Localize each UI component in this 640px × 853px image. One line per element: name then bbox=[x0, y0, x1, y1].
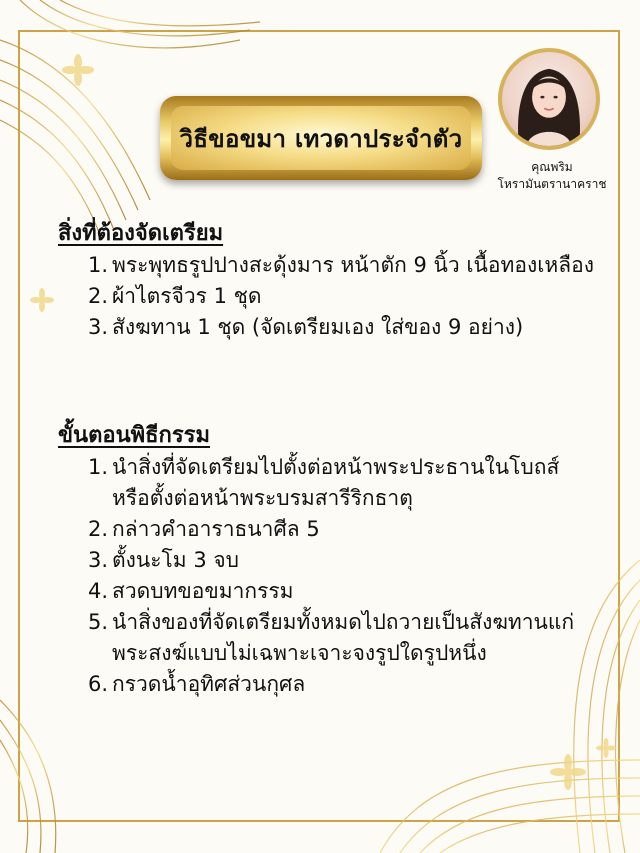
item-text: สังฆทาน 1 ชุด (จัดเตรียมเอง ใส่ของ 9 อย่าง) bbox=[112, 315, 524, 339]
item-number: 6. bbox=[87, 672, 108, 696]
item-number: 2. bbox=[87, 517, 108, 541]
item-number: 5. bbox=[87, 610, 108, 634]
item-text: ตั้งนะโม 3 จบ bbox=[112, 548, 239, 572]
item-text: สวดบทขอขมากรรม bbox=[112, 579, 294, 603]
list-item bbox=[58, 514, 598, 545]
item-text: กล่าวคำอาราธนาศีล 5 bbox=[112, 517, 320, 541]
author-caption bbox=[478, 159, 626, 193]
list-item bbox=[58, 250, 598, 281]
prepare-list bbox=[58, 250, 598, 343]
ritual-section bbox=[58, 420, 598, 700]
item-text: นำสิ่งที่จัดเตรียมไปตั้งต่อหน้าพระประธานในโบถส์ หรือตั้งต่อหน้าพระบรมสารีริกธาตุ bbox=[112, 455, 560, 510]
portrait-icon bbox=[502, 52, 596, 146]
author-name: คุณพริม bbox=[531, 160, 573, 174]
item-number: 2. bbox=[87, 284, 108, 308]
list-item bbox=[58, 312, 598, 343]
ritual-heading: ขั้นตอนพิธีกรรม bbox=[58, 423, 211, 448]
title-banner bbox=[160, 96, 482, 180]
list-item bbox=[58, 607, 598, 669]
item-number: 1. bbox=[87, 253, 108, 277]
prepare-heading: สิ่งที่ต้องจัดเตรียม bbox=[58, 221, 224, 246]
item-text: กรวดน้ำอุทิศส่วนกุศล bbox=[112, 672, 306, 696]
prepare-section bbox=[58, 218, 598, 343]
item-text: นำสิ่งของที่จัดเตรียมทั้งหมดไปถวายเป็นสังฆทานแก่พระสงฆ์แบบไม่เฉพาะเจาะจงรูปใดรูปหนึ่ง bbox=[112, 610, 575, 665]
list-item bbox=[58, 669, 598, 700]
author-avatar bbox=[498, 48, 600, 150]
item-number: 3. bbox=[87, 548, 108, 572]
title-banner-inner bbox=[171, 106, 471, 170]
item-number: 4. bbox=[87, 579, 108, 603]
list-item bbox=[58, 545, 598, 576]
author-title: โหรามันตรานาคราช bbox=[497, 177, 607, 191]
item-number: 3. bbox=[87, 315, 108, 339]
item-text: พระพุทธรูปปางสะดุ้งมาร หน้าตัก 9 นิ้ว เนื้อทองเหลือง bbox=[112, 253, 594, 277]
list-item bbox=[58, 281, 598, 312]
item-number: 1. bbox=[87, 455, 108, 479]
page-title: วิธีขอขมา เทวดาประจำตัว bbox=[179, 124, 463, 153]
ritual-list bbox=[58, 452, 598, 700]
list-item bbox=[58, 452, 598, 514]
item-text: ผ้าไตรจีวร 1 ชุด bbox=[112, 284, 262, 308]
list-item bbox=[58, 576, 598, 607]
